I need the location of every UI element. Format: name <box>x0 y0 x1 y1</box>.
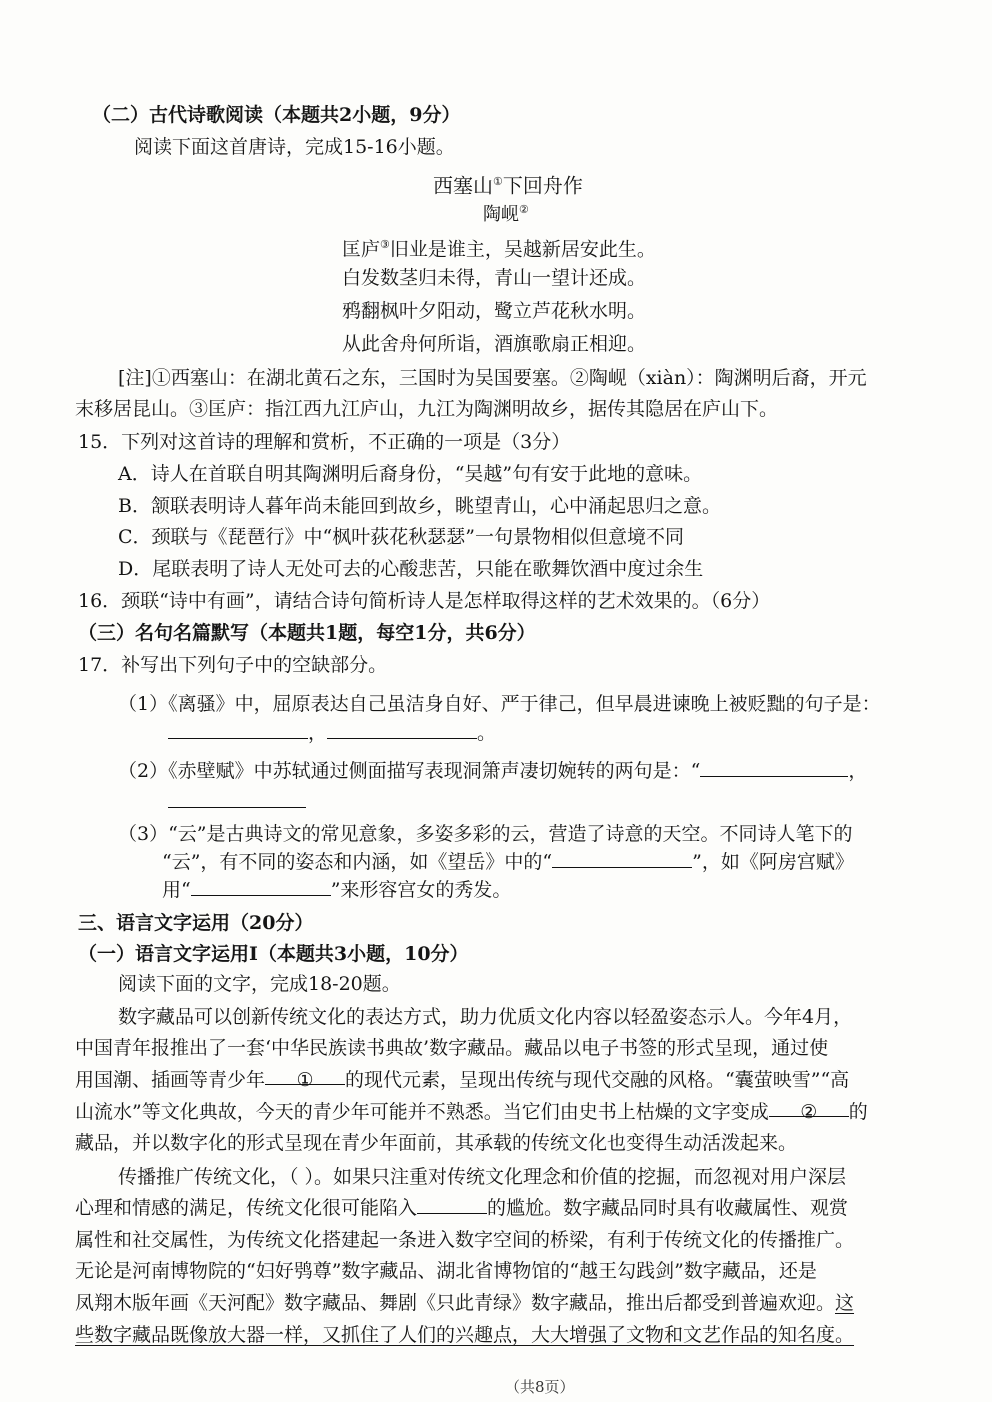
section-heading-poetry: （二）古代诗歌阅读（本题共2小题，9分） <box>92 104 461 126</box>
passage-blank-2[interactable]: ② <box>769 1098 849 1117</box>
poem-note-line-2: 末移居昆山。③匡庐：指江西九江庐山，九江为陶渊明故乡，据传其隐居在庐山下。 <box>75 398 779 420</box>
answer-blank[interactable] <box>700 758 848 777</box>
passage-p1-line-3-text-b: 的现代元素，呈现出传统与现代交融的风格。“囊萤映雪”“高 <box>345 1069 850 1091</box>
answer-blank[interactable] <box>191 877 331 896</box>
poem-line-1 <box>342 231 656 263</box>
passage-p1-line-3 <box>75 1066 849 1094</box>
blank-period: 。 <box>477 722 497 744</box>
passage-blank-1[interactable]: ① <box>265 1066 345 1085</box>
question-17-part-2 <box>118 757 867 785</box>
answer-blank[interactable] <box>168 789 306 808</box>
question-16-stem: 16．颈联“诗中有画”，请结合诗句简析诗人是怎样取得这样的艺术效果的。（6分） <box>78 590 771 612</box>
question-17-part-3-text-b: ”，如《阿房宫赋》 <box>692 851 854 873</box>
question-17-part-2-line-2 <box>168 788 306 816</box>
passage-p1-line-3-text-a: 用国潮、插画等青少年 <box>75 1069 266 1091</box>
answer-blank[interactable] <box>327 720 477 739</box>
passage-p2-line-5 <box>75 1289 854 1317</box>
question-17-part-3-text-c: 用“ <box>162 879 191 901</box>
passage-p2-line-1: 传播推广传统文化，（ ）。如果只注重对传统文化理念和价值的挖掘，而忽视对用户深层 <box>118 1166 847 1188</box>
passage-blank-3[interactable] <box>417 1195 487 1214</box>
passage-p1-line-4-text-b: 的 <box>848 1101 868 1123</box>
passage-p2-line-3: 属性和社交属性，为传统文化搭建起一条进入数字空间的桥梁，有利于传统文化的传播推广。 <box>75 1229 855 1251</box>
poem-line-3: 鸦翻枫叶夕阳动，鹭立芦花秋水明。 <box>342 300 647 322</box>
passage-p2-line-2-text-a: 心理和情感的满足，传统文化很可能陷入 <box>75 1197 418 1219</box>
passage-underlined-sentence-start: 这 <box>835 1292 855 1314</box>
poem-line-4: 从此舍舟何所诣，酒旗歌扇正相迎。 <box>342 333 647 355</box>
passage-p2-line-5-text: 凤翔木版年画《天河配》数字藏品、舞剧《只此青绿》数字藏品，推出后都受到普遍欢迎。 <box>75 1292 836 1314</box>
blank-comma: ， <box>308 722 328 744</box>
question-15-option-d: D．尾联表明了诗人无处可去的心酸悲苦，只能在歌舞饮酒中度过余生 <box>118 558 704 580</box>
poem-line-2: 白发数茎归未得，青山一望计还成。 <box>342 267 647 289</box>
page-footer: （共8页） <box>505 1378 575 1396</box>
poem-title <box>433 168 583 200</box>
poem-note-line-1: [注]①西塞山：在湖北黄石之东，三国时为吴国要塞。②陶岘（xiàn）：陶渊明后裔，开元 <box>118 367 867 389</box>
passage-p1-line-4 <box>75 1098 868 1126</box>
question-17-part-3-line-3 <box>162 876 511 904</box>
question-17-part-3-line-2 <box>162 848 854 876</box>
passage-p1-line-5: 藏品，并以数字化的形式呈现在青少年面前，其承载的传统文化也变得生动活泼起来。 <box>75 1132 798 1154</box>
part-heading-language-use: 三、语言文字运用（20分） <box>78 912 314 934</box>
passage-p2-line-4: 无论是河南博物院的“妇好鸮尊”数字藏品、湖北省博物馆的“越王勾践剑”数字藏品，还是 <box>75 1260 817 1282</box>
question-17-part-1-blanks <box>168 719 496 747</box>
poem-line-1-part2: 旧业是谁主，吴越新居安此生。 <box>389 238 656 261</box>
poem-author-name: 陶岘 <box>483 204 519 225</box>
question-15-option-b: B．颔联表明诗人暮年尚未能回到故乡，眺望青山，心中涌起思归之意。 <box>118 495 721 517</box>
question-15-stem: 15．下列对这首诗的理解和赏析，不正确的一项是（3分） <box>78 431 571 453</box>
poem-line-1-part1: 匡庐 <box>342 238 381 261</box>
passage-p1-line-1: 数字藏品可以创新传统文化的表达方式，助力优质文化内容以轻盈姿态示人。今年4月， <box>118 1006 853 1028</box>
question-17-part-3-text-a: “云”，有不同的姿态和内涵，如《望岳》中的“ <box>162 851 553 873</box>
poem-title-footnote: ① <box>493 175 503 188</box>
question-15-option-a: A．诗人在首联自明其陶渊明后裔身份，“吴越”句有安于此地的意味。 <box>118 463 703 485</box>
blank-comma: ， <box>848 760 868 782</box>
poem-author-footnote: ② <box>519 203 529 216</box>
question-17-part-3-line-1: （3）“云”是古典诗文的常见意象，多姿多彩的云，营造了诗意的天空。不同诗人笔下的 <box>118 823 853 845</box>
passage-p1-line-4-text-a: 山流水”等文化典故，今天的青少年可能并不熟悉。当它们由史书上枯燥的文字变成 <box>75 1101 769 1123</box>
section-heading-recitation: （三）名句名篇默写（本题共1题，每空1分，共6分） <box>78 622 536 644</box>
passage-p2-line-2-text-b: 的尴尬。数字藏品同时具有收藏属性、观赏 <box>487 1197 849 1219</box>
question-17-stem: 17．补写出下列句子中的空缺部分。 <box>78 654 388 676</box>
question-17-part-3-text-d: ”来形容宫女的秀发。 <box>330 879 512 901</box>
poetry-instruction: 阅读下面这首唐诗，完成15-16小题。 <box>134 136 455 158</box>
passage-instruction: 阅读下面的文字，完成18-20题。 <box>118 973 401 995</box>
passage-p1-line-2: 中国青年报推出了一套‘中华民族读书典故’数字藏品。藏品以电子书签的形式呈现，通过使 <box>75 1037 829 1059</box>
poem-title-part1: 西塞山 <box>433 173 493 198</box>
passage-underlined-sentence: 些数字藏品既像放大器一样，又抓住了人们的兴趣点，大大增强了文物和文艺作品的知名度。 <box>75 1324 855 1346</box>
poem-line-1-footnote: ③ <box>380 238 390 251</box>
passage-p2-line-2 <box>75 1194 848 1222</box>
subsection-heading-language-use-1: （一）语言文字运用Ⅰ（本题共3小题，10分） <box>78 943 469 965</box>
answer-blank[interactable] <box>552 849 692 868</box>
question-17-part-1: （1）《离骚》中，屈原表达自己虽洁身自好、严于律己，但早晨进谏晚上被贬黜的句子是： <box>118 693 881 715</box>
question-15-option-c: C．颈联与《琵琶行》中“枫叶荻花秋瑟瑟”一句景物相似但意境不同 <box>118 526 684 548</box>
poem-title-part2: 下回舟作 <box>502 173 583 198</box>
poem-author <box>483 196 529 229</box>
answer-blank[interactable] <box>168 720 308 739</box>
question-17-part-2-text: （2）《赤壁赋》中苏轼通过侧面描写表现洞箫声凄切婉转的两句是：“ <box>118 760 701 782</box>
